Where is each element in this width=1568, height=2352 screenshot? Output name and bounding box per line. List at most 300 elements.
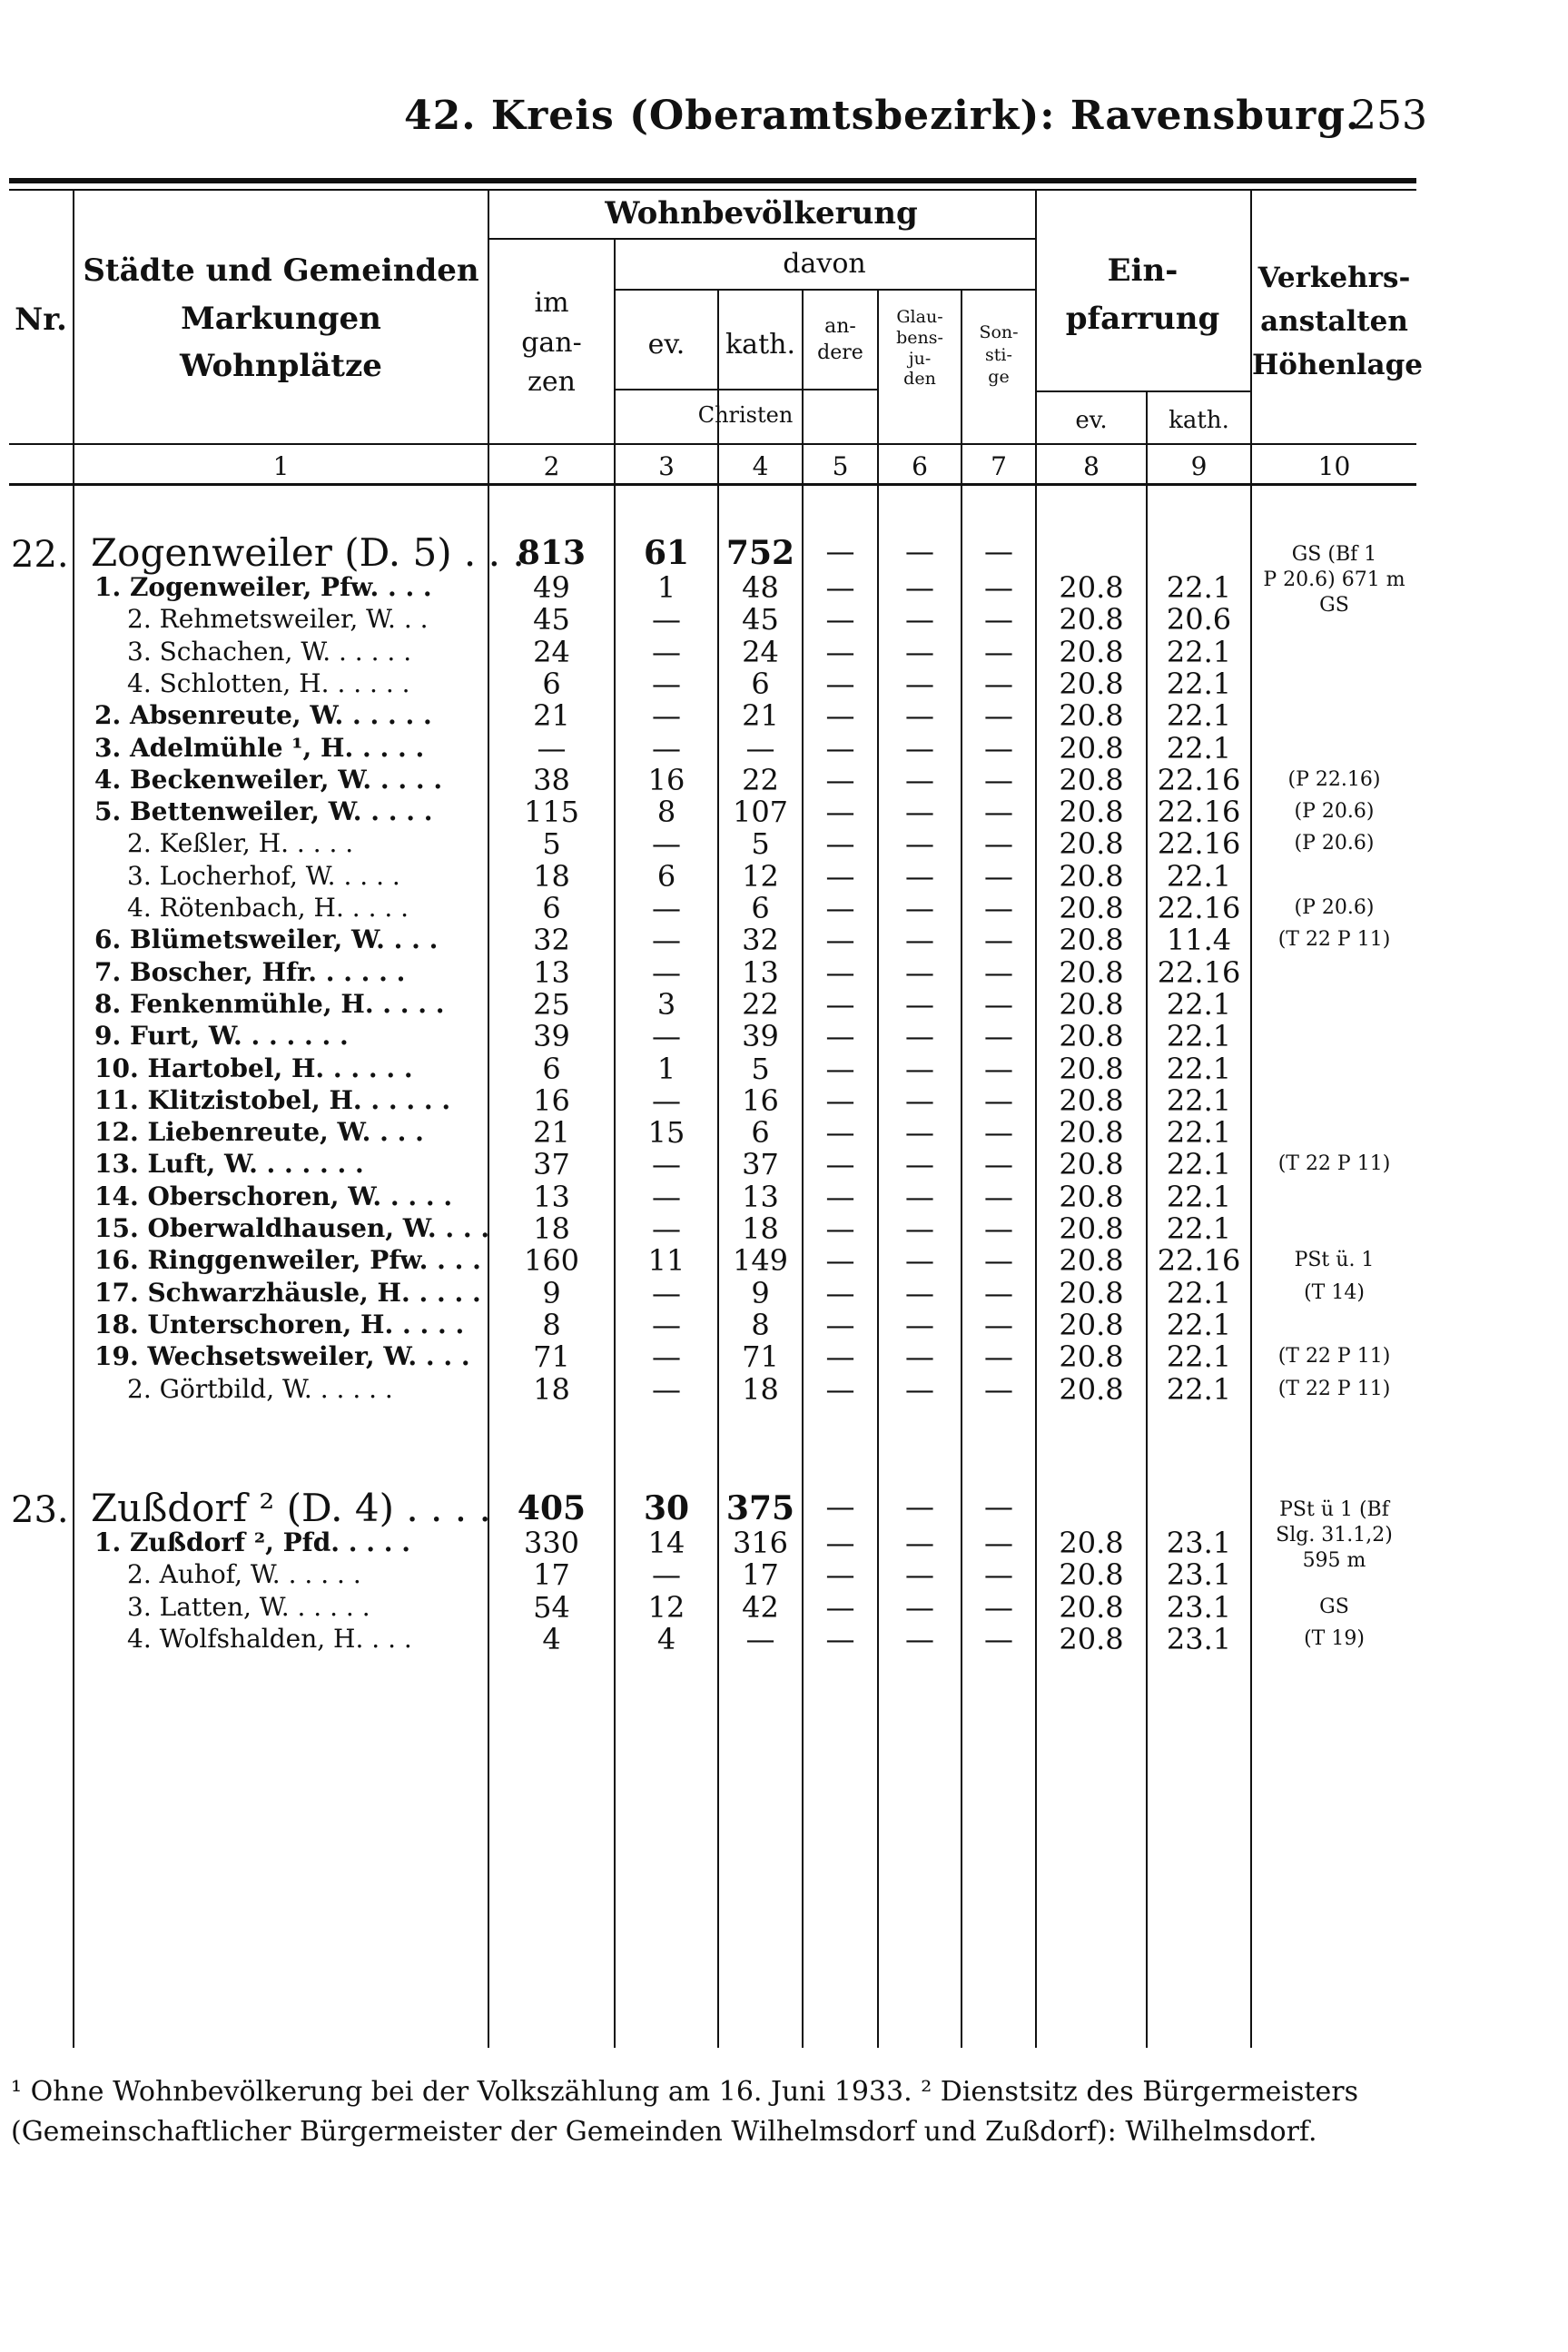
- row-parish-ev: 20.8: [1059, 1339, 1124, 1375]
- row-other: —: [825, 858, 855, 894]
- row-jews: —: [905, 570, 934, 605]
- row-parish-ev: 20.8: [1059, 1371, 1124, 1407]
- row-kath: —: [745, 730, 775, 766]
- page-header: [0, 89, 1568, 153]
- row-note: (P 22.16): [1287, 767, 1381, 791]
- row-misc: —: [984, 1589, 1013, 1625]
- row-misc: —: [984, 826, 1013, 862]
- group-note: P 20.6) 671 m: [1263, 568, 1405, 591]
- row-jews: —: [905, 1589, 934, 1625]
- row-kath: 45: [742, 602, 779, 637]
- row-parish-kath: 11.4: [1166, 923, 1232, 958]
- header-nr: Nr.: [15, 301, 67, 338]
- row-kath: 37: [742, 1147, 779, 1182]
- row-parish-ev: 20.8: [1059, 826, 1124, 862]
- row-note: (T 22 P 11): [1277, 1377, 1391, 1400]
- row-other: —: [825, 1307, 855, 1342]
- row-parish-ev: 20.8: [1059, 923, 1124, 958]
- row-misc: —: [984, 570, 1013, 605]
- header-faith-line4: den: [903, 369, 936, 390]
- row-kath: 6: [751, 891, 770, 925]
- group-kath: 375: [725, 1489, 795, 1527]
- row-parish-ev: 20.8: [1059, 762, 1124, 797]
- row-jews: —: [905, 1371, 934, 1407]
- row-parish-ev: 20.8: [1059, 1147, 1124, 1182]
- group-note: GS (Bf 1: [1291, 543, 1377, 566]
- row-kath: 32: [742, 923, 779, 958]
- row-total: 17: [533, 1557, 570, 1593]
- row-kath: 39: [742, 1019, 779, 1054]
- row-ev: 14: [647, 1526, 685, 1560]
- row-misc: —: [984, 698, 1013, 734]
- row-kath: 107: [732, 795, 789, 830]
- row-misc: —: [984, 762, 1013, 797]
- row-name: 6. Blümetsweiler, W. . . .: [94, 924, 439, 955]
- row-jews: —: [905, 826, 934, 862]
- header-other-line1: an-: [824, 315, 856, 338]
- colnum-3: 3: [658, 451, 675, 481]
- row-kath: 6: [751, 666, 770, 701]
- row-ev: 1: [656, 570, 676, 605]
- row-other: —: [825, 1275, 855, 1310]
- footnote-line-2: (Gemeinschaftlicher Bürgermeister der Gemeinden Wilhelmsdorf und Zußdorf): Wilhelmsdorf.: [11, 2115, 1317, 2148]
- row-kath: 12: [742, 858, 779, 894]
- header-place: [74, 247, 488, 390]
- row-other: —: [825, 1557, 855, 1593]
- row-name: 13. Luft, W. . . . . . .: [94, 1149, 364, 1180]
- header-total: [489, 283, 614, 402]
- row-total: 32: [533, 923, 570, 958]
- row-other: —: [825, 891, 855, 925]
- row-other: —: [825, 698, 855, 734]
- header-traffic-line3: Höhenlage: [1252, 349, 1424, 382]
- header-misc-line1: Son-: [979, 322, 1019, 342]
- row-total: 13: [533, 1179, 570, 1214]
- group-note: Slg. 31.1,2): [1276, 1524, 1393, 1547]
- row-other: —: [825, 1243, 855, 1279]
- row-parish-kath: 22.16: [1157, 762, 1241, 797]
- row-other: —: [825, 1526, 855, 1560]
- row-ev: —: [652, 954, 681, 990]
- row-misc: —: [984, 923, 1013, 958]
- header-faith-line2: bens-: [896, 327, 943, 348]
- row-parish-kath: 23.1: [1166, 1621, 1232, 1656]
- row-name: 5. Bettenweiler, W. . . . .: [94, 796, 433, 827]
- row-other: —: [825, 923, 855, 958]
- row-parish-kath: 22.1: [1166, 1051, 1232, 1086]
- row-other: —: [825, 1179, 855, 1214]
- header-place-line3: Wohnplätze: [180, 348, 382, 385]
- row-jews: —: [905, 1211, 934, 1246]
- row-ev: —: [652, 826, 681, 862]
- row-total: 13: [533, 954, 570, 990]
- colnum-bottom-rule: [9, 483, 1416, 486]
- row-jews: —: [905, 1147, 934, 1182]
- row-parish-kath: 22.1: [1166, 666, 1232, 701]
- row-other: —: [825, 986, 855, 1022]
- row-name: 11. Klitzistobel, H. . . . . .: [94, 1084, 451, 1115]
- colnum-10: 10: [1317, 451, 1351, 481]
- header-misc-line3: ge: [988, 367, 1010, 388]
- row-kath: 22: [742, 762, 779, 797]
- row-misc: —: [984, 1082, 1013, 1118]
- row-name: 1. Zogenweiler, Pfw. . . .: [94, 572, 432, 602]
- colnum-2: 2: [543, 451, 560, 481]
- row-parish-kath: 23.1: [1166, 1557, 1232, 1593]
- row-parish-ev: 20.8: [1059, 698, 1124, 734]
- header-other: [804, 314, 877, 366]
- row-total: 21: [533, 698, 570, 734]
- row-parish-kath: 22.1: [1166, 1275, 1232, 1310]
- row-ev: —: [652, 730, 681, 766]
- header-kath: kath.: [725, 329, 795, 361]
- row-name: 1. Zußdorf ², Pfd. . . . .: [94, 1527, 411, 1557]
- row-parish-kath: 22.16: [1157, 795, 1241, 830]
- row-ev: 11: [647, 1243, 685, 1279]
- header-place-line2: Markungen: [181, 300, 381, 337]
- row-jews: —: [905, 1621, 934, 1656]
- row-name: 3. Schachen, W. . . . . .: [127, 636, 412, 667]
- row-parish-kath: 22.16: [1157, 954, 1241, 990]
- row-misc: —: [984, 1115, 1013, 1151]
- row-ev: —: [652, 1307, 681, 1342]
- row-jews: —: [905, 762, 934, 797]
- group-note: GS: [1319, 594, 1349, 617]
- row-total: 6: [542, 891, 561, 925]
- row-jews: —: [905, 698, 934, 734]
- row-jews: —: [905, 1307, 934, 1342]
- row-other: —: [825, 1082, 855, 1118]
- row-jews: —: [905, 923, 934, 958]
- row-jews: —: [905, 891, 934, 925]
- row-parish-kath: 22.1: [1166, 1082, 1232, 1118]
- row-other: —: [825, 1051, 855, 1086]
- group-misc: —: [984, 1489, 1013, 1524]
- group-ev: 61: [643, 534, 690, 572]
- row-misc: —: [984, 1339, 1013, 1375]
- row-total: 25: [533, 986, 570, 1022]
- colnum-1: 1: [272, 451, 290, 481]
- row-ev: —: [652, 666, 681, 701]
- row-misc: —: [984, 730, 1013, 766]
- row-parish-ev: 20.8: [1059, 570, 1124, 605]
- footnote-line-1: ¹ Ohne Wohnbevölkerung bei der Volkszählung am 16. Juni 1933. ² Dienstsitz des Bürgermeisters: [11, 2076, 1358, 2108]
- header-parish-ev: ev.: [1075, 407, 1108, 434]
- row-kath: 17: [742, 1557, 779, 1593]
- header-place-line1: Städte und Gemeinden: [83, 252, 479, 289]
- row-ev: —: [652, 923, 681, 958]
- row-total: 39: [533, 1019, 570, 1054]
- row-parish-kath: 22.1: [1166, 730, 1232, 766]
- group-jews: —: [905, 534, 934, 568]
- row-ev: 8: [656, 795, 676, 830]
- row-parish-kath: 22.1: [1166, 1019, 1232, 1054]
- row-ev: —: [652, 1179, 681, 1214]
- group-number: 23.: [11, 1489, 69, 1531]
- row-note: (P 20.6): [1294, 800, 1375, 824]
- row-jews: —: [905, 858, 934, 894]
- row-kath: 24: [742, 634, 779, 669]
- header-other-line2: dere: [817, 341, 863, 364]
- row-parish-kath: 22.1: [1166, 1147, 1232, 1182]
- group-total: 813: [517, 534, 587, 572]
- row-other: —: [825, 570, 855, 605]
- header-christians: Christen: [697, 402, 794, 428]
- row-jews: —: [905, 1179, 934, 1214]
- row-parish-ev: 20.8: [1059, 1621, 1124, 1656]
- group-name: Zogenweiler (D. 5) . . .: [91, 530, 525, 575]
- row-parish-kath: 22.1: [1166, 1339, 1232, 1375]
- row-ev: —: [652, 1339, 681, 1375]
- row-parish-ev: 20.8: [1059, 1275, 1124, 1310]
- row-jews: —: [905, 1275, 934, 1310]
- rule-davon: [614, 289, 1035, 291]
- row-kath: 48: [742, 570, 779, 605]
- row-other: —: [825, 1147, 855, 1182]
- row-parish-ev: 20.8: [1059, 1082, 1124, 1118]
- row-note: (P 20.6): [1294, 832, 1375, 855]
- header-bottom-rule: [9, 443, 1416, 445]
- row-name: 2. Absenreute, W. . . . . .: [94, 700, 432, 731]
- row-name: 9. Furt, W. . . . . . .: [94, 1021, 349, 1052]
- row-jews: —: [905, 634, 934, 669]
- row-total: 24: [533, 634, 570, 669]
- row-name: 3. Adelmühle ¹, H. . . . .: [94, 732, 425, 763]
- row-misc: —: [984, 1275, 1013, 1310]
- row-parish-kath: 22.1: [1166, 1371, 1232, 1407]
- row-total: 45: [533, 602, 570, 637]
- row-parish-ev: 20.8: [1059, 1115, 1124, 1151]
- row-parish-ev: 20.8: [1059, 634, 1124, 669]
- row-other: —: [825, 762, 855, 797]
- header-misc: [962, 321, 1035, 389]
- group-name: Zußdorf ² (D. 4) . . . .: [91, 1486, 491, 1530]
- row-parish-ev: 20.8: [1059, 666, 1124, 701]
- row-note: (T 19): [1304, 1626, 1365, 1650]
- row-other: —: [825, 954, 855, 990]
- row-note: (T 22 P 11): [1277, 1152, 1391, 1176]
- row-parish-ev: 20.8: [1059, 954, 1124, 990]
- row-parish-ev: 20.8: [1059, 1019, 1124, 1054]
- header-total-line1: im: [534, 287, 569, 319]
- rule-christen: [614, 389, 877, 390]
- row-total: 6: [542, 1051, 561, 1086]
- row-jews: —: [905, 1115, 934, 1151]
- header-faith-line1: Glau-: [896, 307, 943, 327]
- row-parish-ev: 20.8: [1059, 986, 1124, 1022]
- row-jews: —: [905, 1019, 934, 1054]
- row-misc: —: [984, 1051, 1013, 1086]
- row-kath: 5: [751, 826, 770, 862]
- row-parish-kath: 22.1: [1166, 570, 1232, 605]
- row-other: —: [825, 1211, 855, 1246]
- row-ev: —: [652, 1019, 681, 1054]
- group-misc: —: [984, 534, 1013, 568]
- header-misc-line2: sti-: [985, 344, 1012, 365]
- row-parish-kath: 22.1: [1166, 858, 1232, 894]
- row-kath: 18: [742, 1211, 779, 1246]
- header-faith: [879, 307, 961, 390]
- row-ev: 3: [656, 986, 676, 1022]
- header-parish-kath: kath.: [1169, 407, 1229, 434]
- row-kath: 13: [742, 1179, 779, 1214]
- row-misc: —: [984, 1307, 1013, 1342]
- row-name: 12. Liebenreute, W. . . .: [94, 1117, 424, 1148]
- row-kath: 5: [751, 1051, 770, 1086]
- row-note: (T 14): [1304, 1280, 1365, 1304]
- row-ev: —: [652, 698, 681, 734]
- row-parish-kath: 22.1: [1166, 1115, 1232, 1151]
- row-ev: 12: [647, 1589, 685, 1625]
- row-note: (T 22 P 11): [1277, 1345, 1391, 1369]
- row-name: 8. Fenkenmühle, H. . . . .: [94, 988, 445, 1019]
- row-name: 2. Keßler, H. . . . .: [127, 828, 354, 859]
- page-number: 253: [1351, 93, 1427, 139]
- row-total: 16: [533, 1082, 570, 1118]
- colnum-4: 4: [752, 451, 769, 481]
- row-total: 49: [533, 570, 570, 605]
- row-other: —: [825, 1339, 855, 1375]
- row-kath: 21: [742, 698, 779, 734]
- row-name: 19. Wechsetsweiler, W. . . .: [94, 1341, 470, 1372]
- row-name: 2. Auhof, W. . . . . .: [127, 1559, 361, 1590]
- row-misc: —: [984, 1557, 1013, 1593]
- row-ev: 15: [647, 1115, 685, 1151]
- row-parish-kath: 20.6: [1166, 602, 1232, 637]
- row-parish-ev: 20.8: [1059, 1589, 1124, 1625]
- row-misc: —: [984, 634, 1013, 669]
- row-kath: 149: [732, 1243, 789, 1279]
- row-total: 9: [542, 1275, 561, 1310]
- row-parish-ev: 20.8: [1059, 858, 1124, 894]
- row-other: —: [825, 1019, 855, 1054]
- header-total-line3: zen: [528, 366, 576, 398]
- row-parish-ev: 20.8: [1059, 602, 1124, 637]
- row-jews: —: [905, 666, 934, 701]
- row-misc: —: [984, 858, 1013, 894]
- row-parish-ev: 20.8: [1059, 1557, 1124, 1593]
- row-jews: —: [905, 1082, 934, 1118]
- row-misc: —: [984, 1243, 1013, 1279]
- row-parish-ev: 20.8: [1059, 795, 1124, 830]
- row-kath: 18: [742, 1371, 779, 1407]
- row-parish-ev: 20.8: [1059, 1243, 1124, 1279]
- row-ev: —: [652, 1211, 681, 1246]
- colnum-5: 5: [832, 451, 849, 481]
- row-parish-kath: 22.16: [1157, 1243, 1241, 1279]
- group-note: PSt ü 1 (Bf: [1279, 1498, 1389, 1521]
- row-ev: 4: [656, 1621, 676, 1656]
- row-misc: —: [984, 1526, 1013, 1560]
- row-name: 16. Ringgenweiler, Pfw. . . .: [94, 1245, 481, 1276]
- row-other: —: [825, 1115, 855, 1151]
- row-kath: —: [745, 1621, 775, 1656]
- row-parish-ev: 20.8: [1059, 1211, 1124, 1246]
- top-rule-thick: [9, 178, 1416, 183]
- row-name: 4. Beckenweiler, W. . . . .: [94, 764, 443, 795]
- row-name: 2. Görtbild, W. . . . . .: [127, 1373, 393, 1404]
- row-misc: —: [984, 1179, 1013, 1214]
- row-other: —: [825, 1589, 855, 1625]
- row-other: —: [825, 826, 855, 862]
- group-kath: 752: [725, 534, 795, 572]
- row-ev: —: [652, 602, 681, 637]
- row-misc: —: [984, 602, 1013, 637]
- row-kath: 9: [751, 1275, 770, 1310]
- row-jews: —: [905, 795, 934, 830]
- row-name: 18. Unterschoren, H. . . . .: [94, 1309, 465, 1339]
- row-name: 17. Schwarzhäusle, H. . . . .: [94, 1277, 481, 1308]
- footnotes: [11, 2072, 1554, 2151]
- row-misc: —: [984, 986, 1013, 1022]
- row-other: —: [825, 795, 855, 830]
- row-note: GS: [1319, 1595, 1349, 1618]
- row-name: 15. Oberwaldhausen, W. . . .: [94, 1213, 490, 1243]
- header-traffic-line2: anstalten: [1260, 305, 1408, 339]
- row-total: 5: [542, 826, 561, 862]
- group-ev: 30: [643, 1489, 690, 1527]
- row-name: 4. Wolfshalden, H. . . .: [127, 1623, 412, 1654]
- row-other: —: [825, 730, 855, 766]
- row-kath: 316: [732, 1526, 789, 1560]
- row-total: 21: [533, 1115, 570, 1151]
- group-jews: —: [905, 1489, 934, 1524]
- row-parish-ev: 20.8: [1059, 1051, 1124, 1086]
- row-misc: —: [984, 1211, 1013, 1246]
- row-parish-kath: 22.1: [1166, 1179, 1232, 1214]
- row-jews: —: [905, 954, 934, 990]
- header-population: Wohnbevölkerung: [605, 195, 918, 232]
- row-parish-kath: 22.16: [1157, 891, 1241, 925]
- row-parish-ev: 20.8: [1059, 730, 1124, 766]
- row-parish-kath: 22.1: [1166, 986, 1232, 1022]
- top-rule-thin: [9, 189, 1416, 191]
- row-parish-kath: 22.16: [1157, 826, 1241, 862]
- row-kath: 16: [742, 1082, 779, 1118]
- group-note: 595 m: [1302, 1549, 1366, 1572]
- row-name: 7. Boscher, Hfr. . . . . .: [94, 956, 406, 987]
- group-number: 22.: [11, 534, 69, 576]
- row-total: 330: [523, 1526, 580, 1560]
- rule-einpfarrung: [1035, 390, 1250, 392]
- row-ev: 6: [656, 858, 676, 894]
- row-name: 3. Locherhof, W. . . . .: [127, 860, 400, 891]
- row-parish-ev: 20.8: [1059, 1526, 1124, 1560]
- row-parish-kath: 22.1: [1166, 698, 1232, 734]
- row-ev: —: [652, 1082, 681, 1118]
- row-ev: —: [652, 1557, 681, 1593]
- row-total: 18: [533, 1211, 570, 1246]
- row-note: (P 20.6): [1294, 896, 1375, 919]
- row-kath: 71: [742, 1339, 779, 1375]
- row-misc: —: [984, 1147, 1013, 1182]
- row-misc: —: [984, 795, 1013, 830]
- row-misc: —: [984, 1019, 1013, 1054]
- row-parish-kath: 22.1: [1166, 1307, 1232, 1342]
- row-kath: 42: [742, 1589, 779, 1625]
- row-ev: —: [652, 1371, 681, 1407]
- row-total: 6: [542, 666, 561, 701]
- row-misc: —: [984, 666, 1013, 701]
- header-parish-line1: Ein-: [1107, 252, 1178, 289]
- page-title: 42. Kreis (Oberamtsbezirk): Ravensburg.: [404, 93, 1361, 139]
- row-jews: —: [905, 1051, 934, 1086]
- row-misc: —: [984, 1371, 1013, 1407]
- header-ev: ev.: [647, 329, 685, 361]
- row-total: 160: [523, 1243, 580, 1279]
- row-parish-kath: 22.1: [1166, 1211, 1232, 1246]
- row-total: 71: [533, 1339, 570, 1375]
